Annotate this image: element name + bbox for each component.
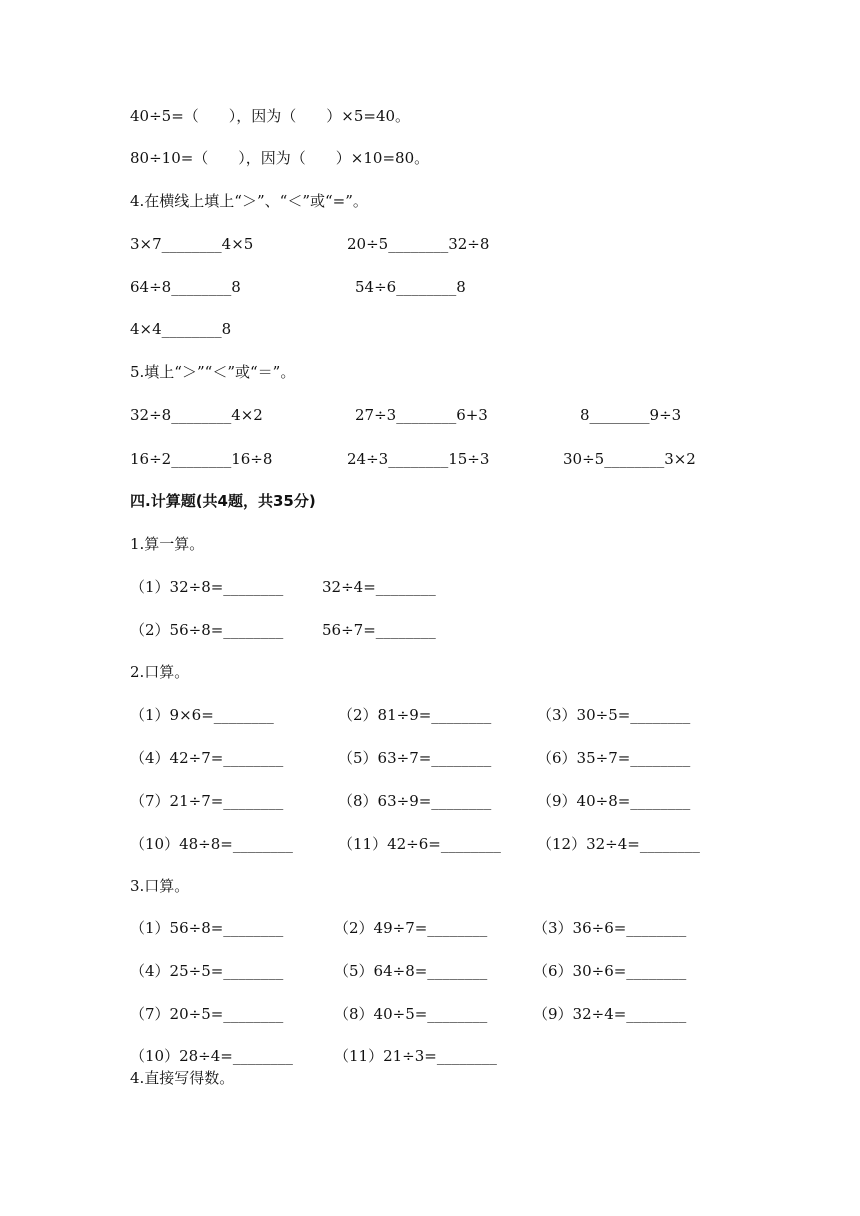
- q5-title: 5.填上“＞”“＜”或“＝”。: [130, 363, 296, 381]
- calc2-item: （10）48÷8=________: [130, 835, 293, 853]
- calc3-title: 3.口算。: [130, 877, 190, 895]
- section-heading: 四.计算题(共4题，共35分): [130, 492, 316, 510]
- calc3-item: （2）49÷7=________: [334, 919, 488, 937]
- calc2-item: （2）81÷9=________: [338, 706, 492, 724]
- calc3-item: （5）64÷8=________: [334, 962, 488, 980]
- calc2-item: （4）42÷7=________: [130, 749, 284, 767]
- calc3-item: （3）36÷6=________: [533, 919, 687, 937]
- calc1-item: （2）56÷8=________: [130, 621, 284, 639]
- calc3-item: （11）21÷3=________: [334, 1047, 497, 1065]
- q5-item: 30÷5________3×2: [563, 450, 696, 468]
- calc2-item: （9）40÷8=________: [537, 792, 691, 810]
- q5-item: 8________9÷3: [580, 406, 682, 424]
- calc3-item: （8）40÷5=________: [334, 1005, 488, 1023]
- calc3-item: （7）20÷5=________: [130, 1005, 284, 1023]
- q5-item: 24÷3________15÷3: [347, 450, 490, 468]
- calc2-title: 2.口算。: [130, 663, 190, 681]
- calc4-title: 4.直接写得数。: [130, 1069, 235, 1087]
- fill-blank-line-1: 40÷5=（ ），因为（ ）×5=40。: [130, 107, 411, 125]
- q5-item: 27÷3________6+3: [355, 406, 488, 424]
- calc3-item: （6）30÷6=________: [533, 962, 687, 980]
- calc3-item: （9）32÷4=________: [533, 1005, 687, 1023]
- q5-item: 32÷8________4×2: [130, 406, 263, 424]
- calc3-item: （1）56÷8=________: [130, 919, 284, 937]
- calc2-item: （11）42÷6=________: [338, 835, 501, 853]
- q4-title: 4.在横线上填上“＞”、“＜”或“=”。: [130, 192, 368, 210]
- fill-blank-line-2: 80÷10=（ ），因为（ ）×10=80。: [130, 149, 430, 167]
- calc2-item: （8）63÷9=________: [338, 792, 492, 810]
- q4-item: 20÷5________32÷8: [347, 235, 490, 253]
- calc2-item: （5）63÷7=________: [338, 749, 492, 767]
- calc3-item: （10）28÷4=________: [130, 1047, 293, 1065]
- calc1-item: 56÷7=________: [322, 621, 436, 639]
- calc3-item: （4）25÷5=________: [130, 962, 284, 980]
- q4-item: 54÷6________8: [355, 278, 466, 296]
- calc2-item: （3）30÷5=________: [537, 706, 691, 724]
- calc2-item: （6）35÷7=________: [537, 749, 691, 767]
- calc2-item: （12）32÷4=________: [537, 835, 700, 853]
- calc2-item: （7）21÷7=________: [130, 792, 284, 810]
- q4-item: 64÷8________8: [130, 278, 241, 296]
- calc1-title: 1.算一算。: [130, 535, 205, 553]
- calc2-item: （1）9×6=________: [130, 706, 274, 724]
- calc1-item: 32÷4=________: [322, 578, 436, 596]
- q4-item: 4×4________8: [130, 320, 232, 338]
- q5-item: 16÷2________16÷8: [130, 450, 273, 468]
- q4-item: 3×7________4×5: [130, 235, 254, 253]
- calc1-item: （1）32÷8=________: [130, 578, 284, 596]
